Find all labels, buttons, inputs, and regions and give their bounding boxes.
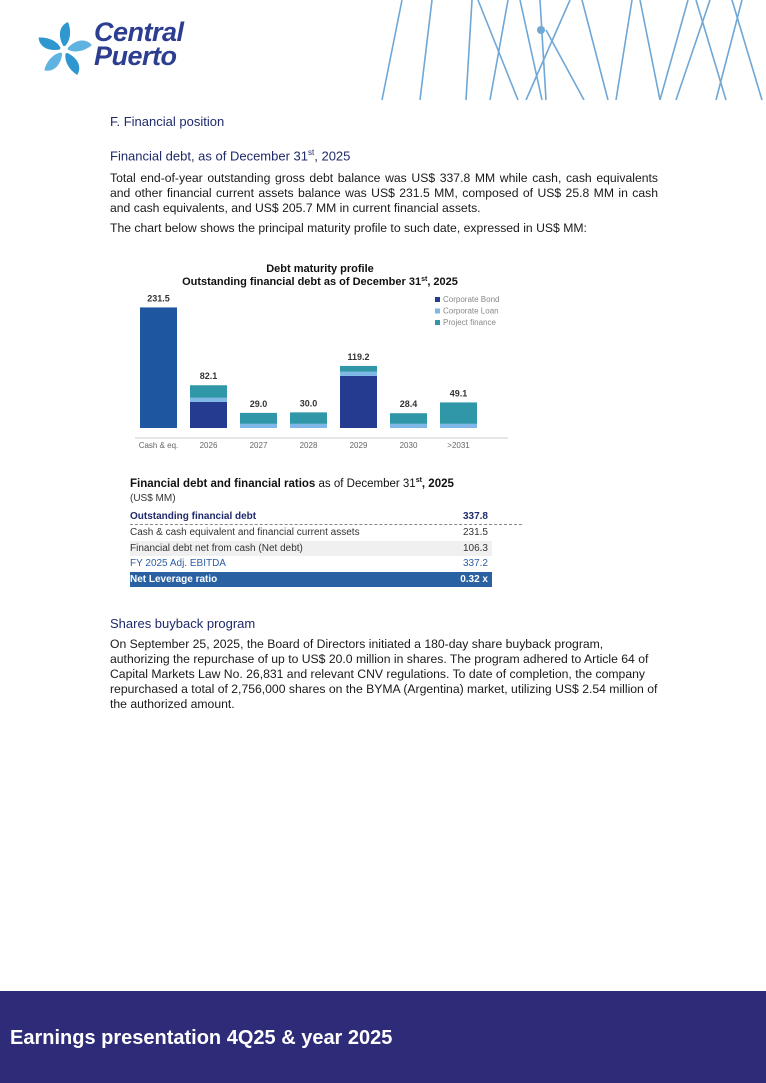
ratios-table-unit: (US$ MM)	[130, 492, 176, 504]
x-tick-label: Cash & eq.	[138, 441, 179, 450]
brand-line2: Puerto	[94, 41, 177, 71]
legend-swatch	[435, 320, 440, 325]
bar-value-label: 119.2	[347, 351, 370, 362]
chart-bars-group	[140, 307, 477, 428]
central-puerto-logo	[36, 17, 206, 80]
legend-label: Project finance	[443, 318, 496, 327]
table-row	[130, 525, 492, 541]
bar-segment-project-finance	[340, 366, 377, 372]
chart-subtitle-sup: st	[421, 276, 428, 283]
row-value: 337.8	[462, 510, 488, 522]
bar-value-label: 29.0	[249, 398, 268, 409]
financial-debt-title-sup: st	[308, 148, 315, 157]
row-label: Outstanding financial debt	[130, 510, 257, 522]
bar-segment-corporate-loan	[290, 424, 327, 428]
x-tick-label: 2029	[349, 441, 368, 450]
legend-swatch	[435, 309, 440, 314]
bar-value-label: 49.1	[449, 388, 468, 399]
bar-segment-corporate-bond	[190, 402, 227, 428]
ratios-title-end: , 2025	[421, 477, 454, 490]
chart-legend	[435, 295, 499, 327]
x-tick-label: 2028	[299, 441, 318, 450]
chart-intro-paragraph: The chart below shows the principal maturity profile to such date, expressed in US$ MM:	[110, 221, 587, 235]
row-label: FY 2025 Adj. EBITDA	[130, 558, 226, 570]
bar-cash	[140, 307, 177, 428]
debt-maturity-chart	[110, 258, 520, 453]
row-value: 0.32 x	[460, 573, 488, 585]
bar-segment-project-finance	[240, 413, 277, 424]
bar-segment-corporate-loan	[240, 424, 277, 428]
row-value: 337.2	[462, 558, 488, 570]
bar-value-label: 231.5	[147, 293, 170, 304]
x-tick-label: 2026	[199, 441, 218, 450]
chart-title: Debt maturity profile	[266, 263, 374, 275]
row-value: 231.5	[462, 527, 488, 539]
legend-label: Corporate Bond	[443, 295, 500, 304]
row-label: Cash & cash equivalent and financial current assets	[130, 527, 360, 539]
legend-label: Corporate Loan	[443, 306, 499, 316]
chart-subtitle	[182, 276, 458, 288]
page-header	[0, 0, 766, 100]
table-row	[130, 572, 492, 588]
bar-segment-corporate-bond	[340, 376, 377, 428]
financial-ratios-table	[130, 477, 530, 587]
brand-name	[94, 17, 184, 71]
turbine-logo-icon	[36, 20, 92, 80]
ratios-title-bold: Financial debt and financial ratios	[130, 477, 316, 490]
ratios-title-normal: as of December 31	[315, 477, 416, 490]
bar-value-label: 28.4	[399, 399, 418, 410]
x-tick-label: >2031	[447, 441, 470, 450]
bar-segment-project-finance	[390, 413, 427, 424]
buyback-paragraph: On September 25, 2025, the Board of Directors initiated a 180-day share buyback program, authorizing the repurchase of up to US$ 20.0 million in shares. The program adhered to Article 64 of Capital Markets Law No. 26,831 and relevant CNV regulations. To date of completion, the company repurchased a total of 2,756,000 shares on the BYMA (Argentina) market, utilizing US$ 2.54 million of the authorized amount.	[110, 637, 658, 711]
bar-segment-corporate-loan	[340, 372, 377, 376]
table-row	[130, 556, 492, 572]
table-row	[130, 541, 492, 557]
ratios-title-sup: st	[415, 477, 422, 484]
footer-title: Earnings presentation 4Q25 & year 2025	[10, 1027, 393, 1049]
chart-subtitle-suffix: , 2025	[427, 276, 458, 288]
page-footer	[0, 991, 766, 1083]
legend-swatch	[435, 297, 440, 302]
decorative-lines-graphic	[370, 0, 766, 100]
row-label: Financial debt net from cash (Net debt)	[130, 542, 303, 554]
buyback-title: Shares buyback program	[110, 616, 256, 631]
chart-subtitle-prefix: Outstanding financial debt as of December 31	[182, 276, 422, 288]
financial-debt-paragraph: Total end-of-year outstanding gross debt balance was US$ 337.8 MM while cash, cash equivalents and other financial current assets balance was US$ 231.5 MM, composed of US$ 25.8 MM in cash and cash equivalents, and US$ 205.7 MM in current financial assets.	[110, 171, 658, 215]
brand-line1: Central	[94, 17, 184, 47]
bar-segment-corporate-loan	[190, 398, 227, 402]
bar-segment-project-finance	[290, 412, 327, 423]
bar-value-label: 82.1	[199, 371, 218, 382]
financial-debt-title-prefix: Financial debt, as of December 31	[110, 148, 308, 164]
ratios-table-title	[130, 477, 530, 490]
row-label: Net Leverage ratio	[130, 573, 218, 585]
bar-segment-corporate-loan	[440, 424, 477, 428]
financial-debt-title-suffix: , 2025	[314, 148, 351, 164]
x-tick-label: 2027	[249, 441, 268, 450]
bar-segment-project-finance	[440, 402, 477, 423]
financial-debt-title	[110, 148, 350, 163]
row-value: 106.3	[462, 542, 488, 554]
bar-segment-corporate-loan	[390, 424, 427, 428]
bar-value-label: 30.0	[299, 398, 318, 409]
section-title-financial-position: F. Financial position	[110, 114, 225, 129]
x-tick-label: 2030	[399, 441, 418, 450]
table-row	[130, 509, 492, 525]
bar-segment-project-finance	[190, 385, 227, 398]
